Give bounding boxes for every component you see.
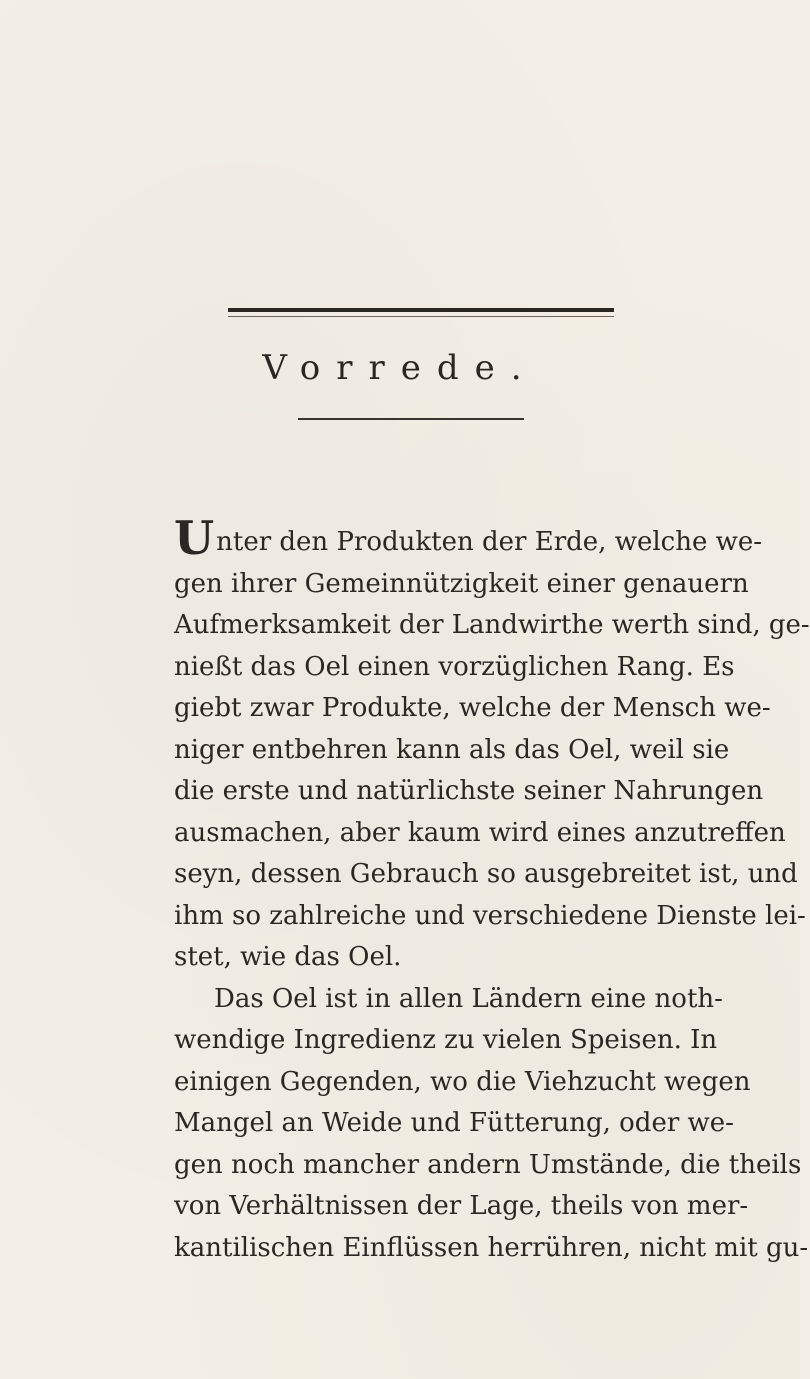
drop-initial: U: [174, 511, 215, 565]
top-rule: [228, 308, 614, 312]
text-line: kantilischen Einflüssen herrühren, nicht mit gu-: [174, 1232, 809, 1263]
page-heading: Vorrede.: [262, 348, 538, 388]
text-line: Mangel an Weide und Fütterung, oder we-: [174, 1108, 734, 1138]
text-line: von Verhältnissen der Lage, theils von mer-: [174, 1191, 749, 1221]
heading-underline: [298, 418, 524, 420]
text-line: die erste und natürlichste seiner Nahrungen: [174, 776, 764, 806]
text-line: ihm so zahlreiche und verschiedene Dienste lei-: [174, 900, 806, 931]
text-line: stet, wie das Oel.: [174, 942, 402, 972]
text-line: ausmachen, aber kaum wird eines anzutreffen: [174, 817, 786, 848]
text-line: einigen Gegenden, wo die Viehzucht wegen: [174, 1066, 751, 1097]
text-line: giebt zwar Produkte, welche der Mensch we-: [174, 693, 771, 723]
text-line: Unter den Produkten der Erde, welche we-: [174, 511, 763, 565]
top-rule-thin: [228, 316, 614, 317]
text-line: gen noch mancher andern Umstände, die theils: [174, 1149, 802, 1180]
text-line: seyn, dessen Gebrauch so ausgebreitet ist, und: [174, 859, 798, 889]
text-line: nießt das Oel einen vorzüglichen Rang. Es: [174, 651, 735, 682]
text-line: Das Oel ist in allen Ländern eine noth-: [214, 983, 723, 1014]
text-line: Aufmerksamkeit der Landwirthe werth sind, ge-: [174, 610, 810, 640]
body-text: [174, 511, 810, 1269]
text-line: gen ihrer Gemeinnützigkeit einer genauern: [174, 568, 749, 599]
text-line: niger entbehren kann als das Oel, weil sie: [174, 734, 730, 765]
text-line: wendige Ingredienz zu vielen Speisen. In: [174, 1025, 718, 1055]
